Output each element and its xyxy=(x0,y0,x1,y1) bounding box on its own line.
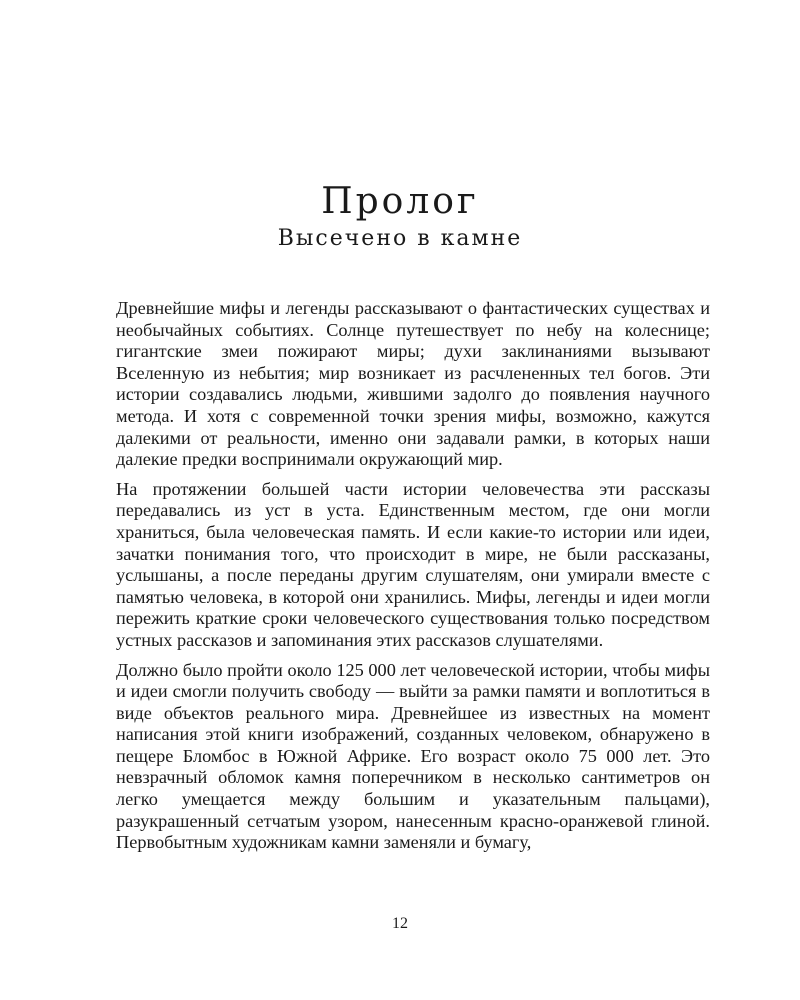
chapter-subtitle: Высечено в камне xyxy=(277,226,523,251)
paragraph: Древнейшие мифы и легенды рассказывают о фантастических существах и необычайных событиях. Солнце путешествует по небу на колеснице; гигантские змеи пожирают миры; духи заклинаниями вызывают Вселенную из небытия; мир возникает из расчлененных тел богов. Эти истории создавались людьми, жившими задолго до появления научного метода. И хотя с современной точки зрения мифы, возможно, кажутся далекими от реальности, именно они задавали рамки, в которых наши далекие предки воспринимали окружающий мир. xyxy=(116,298,710,470)
page-number: 12 xyxy=(392,915,408,932)
paragraph: Должно было пройти около 125 000 лет человеческой истории, чтобы мифы и идеи смогли получить свободу — выйти за рамки памяти и воплотиться в виде объектов реального мира. Древнейшее из известных на момент написания этой книги изображений, созданных человеком, обнаружено в пещере Бломбос в Южной Африке. Его возраст около 75 000 лет. Это невзрачный обломок камня поперечником в несколько сантиметров он легко умещается между большим и указательным пальцами), разукрашенный сетчатым узором, нанесенным красно-оранжевой глиной. Первобытным художникам камни заменяли и бумагу, xyxy=(116,659,710,853)
chapter-title: Пролог xyxy=(321,181,479,222)
body-text xyxy=(116,298,710,862)
paragraph: На протяжении большей части истории человечества эти рассказы передавались из уст в уста. Единственным местом, где они могли храниться, была человеческая память. И если какие-то истории или идеи, зачатки понимания того, что происходит в мире, не были рассказаны, услышаны, а после переданы другим слушателям, они умирали вместе с памятью человека, в которой они хранились. Мифы, легенды и идеи могли пережить краткие сроки человеческого существования только посредством устных рассказов и запоминания этих рассказов слушателями. xyxy=(116,478,710,650)
